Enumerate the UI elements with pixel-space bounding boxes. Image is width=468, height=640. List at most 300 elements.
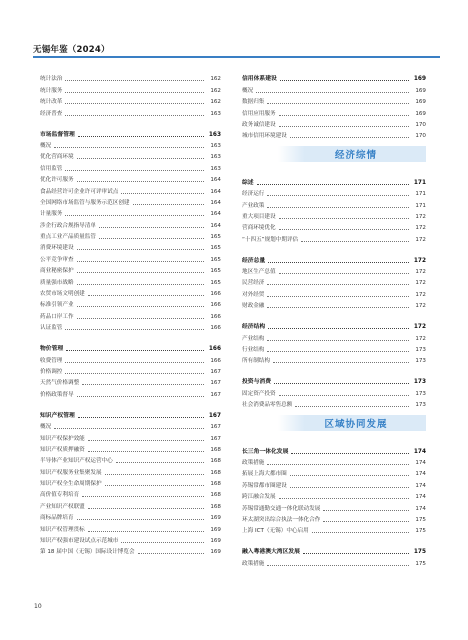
- toc-entry[interactable]: [242, 478, 426, 489]
- toc-entry-title: 概况: [40, 424, 52, 431]
- toc-section-heading[interactable]: [242, 72, 426, 83]
- dot-leader: [88, 531, 204, 532]
- toc-entry-title: 优化许可服务: [40, 177, 74, 184]
- toc-entry-title: 经济运行: [242, 191, 265, 198]
- section-banner: [242, 411, 426, 437]
- toc-section-heading[interactable]: [242, 444, 426, 455]
- toc-entry[interactable]: [40, 196, 221, 207]
- toc-entry[interactable]: [40, 161, 221, 172]
- toc-section-heading[interactable]: [242, 375, 426, 386]
- toc-entry[interactable]: [242, 556, 426, 567]
- dot-leader: [77, 318, 204, 319]
- toc-entry-title: 拓展上海大都市圈: [242, 471, 287, 478]
- toc-entry-title: 信用体系建设: [242, 76, 277, 83]
- toc-entry[interactable]: [40, 173, 221, 184]
- toc-entry-title: 地区生产总值: [242, 269, 276, 276]
- toc-entry[interactable]: [40, 184, 221, 195]
- toc-section-heading[interactable]: [40, 342, 221, 353]
- toc-section-heading[interactable]: [242, 545, 426, 556]
- toc-entry-title: 社会消费品零售总额: [242, 402, 293, 409]
- dot-leader: [279, 218, 409, 219]
- toc-entry[interactable]: [40, 309, 221, 320]
- toc-entry[interactable]: [242, 95, 426, 106]
- toc-entry[interactable]: [242, 83, 426, 94]
- dot-leader: [88, 440, 204, 441]
- dot-leader: [77, 272, 204, 273]
- toc-entry[interactable]: [242, 398, 426, 409]
- toc-page-number: 175: [415, 516, 426, 523]
- toc-page-number: 172: [415, 269, 426, 276]
- toc-page-number: 168: [210, 492, 221, 499]
- toc-page-number: 169: [415, 110, 426, 117]
- toc-page-number: 170: [415, 121, 426, 128]
- dot-leader: [267, 284, 409, 285]
- toc-page-number: 162: [210, 99, 221, 106]
- toc-entry-title: 知识产权强市建设试点示范城市: [40, 538, 119, 545]
- toc-page-number: 173: [413, 379, 426, 386]
- toc-entry-title: 物价管理: [40, 346, 64, 353]
- toc-entry-title: 苏锡常都市圈建设: [242, 482, 287, 489]
- dot-leader: [116, 462, 204, 463]
- toc-entry[interactable]: [242, 343, 426, 354]
- dot-leader: [301, 241, 409, 242]
- toc-entry-title: 概况: [242, 87, 254, 94]
- toc-entry-title: 全国网络市场监管与服务示范区创建: [40, 199, 130, 206]
- toc-entry-title: 价格调控: [40, 368, 63, 375]
- toc-page-number: 172: [415, 335, 426, 342]
- dot-leader: [267, 307, 409, 308]
- section-gap: [242, 244, 426, 254]
- toc-entry[interactable]: [40, 511, 221, 522]
- dot-leader: [65, 373, 204, 374]
- dot-leader: [121, 193, 204, 194]
- toc-entry[interactable]: [242, 299, 426, 310]
- dot-leader: [138, 553, 204, 554]
- toc-page-number: 174: [415, 494, 426, 501]
- toc-page-number: 174: [415, 482, 426, 489]
- toc-entry-title: 知识产权质押融资: [40, 446, 85, 453]
- toc-entry[interactable]: [40, 443, 221, 454]
- toc-left-column: [40, 72, 221, 556]
- toc-page-number: 172: [415, 291, 426, 298]
- toc-entry-title: 信用监管: [40, 165, 63, 172]
- toc-page-number: 169: [415, 87, 426, 94]
- toc-entry[interactable]: [40, 353, 221, 364]
- banner-title: 区域协同发展: [324, 419, 388, 431]
- toc-page-number: 172: [413, 324, 426, 331]
- toc-entry[interactable]: [40, 207, 221, 218]
- dot-leader: [77, 519, 204, 520]
- toc-entry-title: 营商环境优化: [242, 225, 276, 232]
- toc-entry[interactable]: [40, 83, 221, 94]
- toc-entry[interactable]: [242, 501, 426, 512]
- toc-page-number: 163: [210, 154, 221, 161]
- toc-entry-title: 收费管理: [40, 357, 63, 364]
- toc-entry[interactable]: [40, 387, 221, 398]
- toc-page-number: 163: [210, 110, 221, 117]
- dot-leader: [274, 383, 409, 384]
- toc-page-number: 163: [210, 165, 221, 172]
- dot-leader: [77, 396, 204, 397]
- section-gap: [40, 399, 221, 409]
- toc-entry[interactable]: [242, 524, 426, 535]
- toc-entry[interactable]: [40, 522, 221, 533]
- toc-entry[interactable]: [242, 198, 426, 209]
- toc-entry-title: 上海 ICT（无锡）中心启用: [242, 528, 309, 535]
- toc-entry-title: 固定资产投资: [242, 390, 276, 397]
- toc-entry[interactable]: [40, 95, 221, 106]
- toc-entry[interactable]: [242, 331, 426, 342]
- dot-leader: [290, 475, 409, 476]
- toc-page-number: 172: [415, 213, 426, 220]
- toc-entry-title: 农贸市场文明创建: [40, 291, 85, 298]
- toc-entry-title: 天然气价格调整: [40, 380, 80, 387]
- dot-leader: [65, 215, 204, 216]
- toc-page-number: 172: [415, 236, 426, 243]
- toc-page-number: 174: [415, 505, 426, 512]
- toc-page-number: 169: [210, 526, 221, 533]
- toc-page-number: 172: [415, 225, 426, 232]
- toc-entry-title: 食品经营许可企业许可评审试点: [40, 188, 119, 195]
- toc-page-number: 167: [210, 368, 221, 375]
- toc-right-column: [242, 72, 426, 568]
- toc-section-heading[interactable]: [242, 320, 426, 331]
- toc-page-number: 167: [210, 424, 221, 431]
- toc-entry-title: 跨江融合发展: [242, 494, 276, 501]
- toc-page-number: 162: [210, 87, 221, 94]
- toc-entry[interactable]: [242, 456, 426, 467]
- toc-entry[interactable]: [40, 534, 221, 545]
- toc-entry[interactable]: [40, 365, 221, 376]
- toc-entry[interactable]: [242, 354, 426, 365]
- toc-entry-title: 知识产权服务业集聚发展: [40, 469, 102, 476]
- section-gap: [242, 535, 426, 545]
- toc-page-number: 169: [210, 538, 221, 545]
- dot-leader: [256, 92, 409, 93]
- toc-page-number: 167: [210, 435, 221, 442]
- toc-entry[interactable]: [242, 118, 426, 129]
- toc-entry[interactable]: [40, 321, 221, 332]
- toc-entry[interactable]: [242, 187, 426, 198]
- section-gap: [40, 118, 221, 128]
- toc-page-number: 164: [210, 222, 221, 229]
- toc-section-heading[interactable]: [40, 127, 221, 138]
- toc-entry-title: 经济结构: [242, 324, 266, 331]
- toc-entry[interactable]: [40, 72, 221, 83]
- toc-entry[interactable]: [40, 545, 221, 556]
- toc-page-number: 169: [210, 515, 221, 522]
- toc-page-number: 162: [210, 76, 221, 83]
- toc-entry-title: 商标品牌培育: [40, 515, 74, 522]
- toc-entry-title: 数据归集: [242, 99, 265, 106]
- toc-entry[interactable]: [40, 420, 221, 431]
- dot-leader: [65, 362, 204, 363]
- toc-page-number: 168: [210, 458, 221, 465]
- toc-entry-title: 价格政策督导: [40, 391, 74, 398]
- toc-entry-title: 产业结构: [242, 335, 265, 342]
- toc-entry-title: 知识产权全生命周期保护: [40, 481, 102, 488]
- dot-leader: [65, 103, 204, 104]
- dot-leader: [78, 136, 204, 137]
- toc-entry[interactable]: [242, 386, 426, 397]
- dot-leader: [267, 195, 409, 196]
- dot-leader: [303, 553, 409, 554]
- toc-entry-title: 计量服务: [40, 211, 63, 218]
- dot-leader: [279, 273, 409, 274]
- toc-entry[interactable]: [40, 218, 221, 229]
- dot-leader: [82, 496, 204, 497]
- toc-entry-title: 公平竞争审查: [40, 256, 74, 263]
- toc-entry-title: 经济普查: [40, 110, 63, 117]
- dot-leader: [267, 340, 409, 341]
- toc-entry-title: 所有制结构: [242, 358, 270, 365]
- toc-section-heading[interactable]: [242, 253, 426, 264]
- toc-entry-title: 知识产权管理: [40, 412, 75, 419]
- toc-entry[interactable]: [40, 465, 221, 476]
- toc-page-number: 167: [210, 380, 221, 387]
- toc-page-number: 173: [415, 390, 426, 397]
- dot-leader: [65, 170, 204, 171]
- dot-leader: [279, 115, 409, 116]
- toc-entry[interactable]: [242, 232, 426, 243]
- toc-page-number: 168: [210, 503, 221, 510]
- dot-leader: [105, 485, 204, 486]
- dot-leader: [267, 296, 409, 297]
- toc-entry[interactable]: [40, 298, 221, 309]
- toc-entry-title: 重点工业产品质量监管: [40, 234, 96, 241]
- dot-leader: [267, 207, 409, 208]
- toc-entry[interactable]: [40, 241, 221, 252]
- toc-entry-title: 统计服务: [40, 87, 63, 94]
- toc-page-number: 175: [415, 528, 426, 535]
- dot-leader: [257, 184, 409, 185]
- toc-entry[interactable]: [40, 499, 221, 510]
- dot-leader: [54, 147, 204, 148]
- dot-leader: [133, 204, 204, 205]
- toc-entry-title: 行业结构: [242, 347, 265, 353]
- dot-leader: [77, 306, 204, 307]
- toc-section-heading[interactable]: [242, 175, 426, 186]
- toc-page-number: 165: [210, 256, 221, 263]
- toc-entry[interactable]: [40, 150, 221, 161]
- dot-leader: [291, 453, 409, 454]
- dot-leader: [88, 295, 204, 296]
- section-gap: [40, 332, 221, 342]
- dot-leader: [267, 464, 409, 465]
- dot-leader: [267, 103, 409, 104]
- toc-page-number: 166: [210, 291, 221, 298]
- dot-leader: [121, 542, 204, 543]
- toc-page-number: 168: [210, 481, 221, 488]
- toc-page-number: 171: [413, 179, 426, 186]
- toc-page-number: 172: [415, 280, 426, 287]
- toc-entry-title: 产业政策: [242, 202, 265, 209]
- dot-leader: [279, 498, 409, 499]
- toc-entry-title: 半导体产业知识产权运营中心: [40, 458, 113, 465]
- toc-entry[interactable]: [40, 275, 221, 286]
- toc-entry-title: 标准引领产业: [40, 302, 74, 309]
- dot-leader: [77, 249, 204, 250]
- dot-leader: [267, 565, 409, 566]
- dot-leader: [65, 115, 204, 116]
- toc-entry-title: 消费环境建设: [40, 245, 74, 252]
- toc-page-number: 173: [415, 358, 426, 365]
- toc-entry-title: 综述: [242, 179, 254, 186]
- toc-page-number: 164: [210, 199, 221, 206]
- dot-leader: [267, 351, 409, 352]
- toc-page-number: 167: [210, 391, 221, 398]
- dot-leader: [290, 137, 409, 138]
- toc-entry[interactable]: [40, 139, 221, 150]
- toc-section-heading[interactable]: [40, 408, 221, 419]
- toc-page-number: 165: [210, 245, 221, 252]
- toc-entry[interactable]: [242, 467, 426, 478]
- toc-entry-title: 知识产权保护效能: [40, 435, 85, 442]
- toc-entry-title: 商业秘密保护: [40, 268, 74, 275]
- toc-entry[interactable]: [242, 276, 426, 287]
- toc-entry-title: 重大项目建设: [242, 213, 276, 220]
- toc-entry[interactable]: [40, 230, 221, 241]
- toc-entry-title: 统计改革: [40, 99, 63, 106]
- toc-entry-title: 城市信用环境建设: [242, 133, 287, 140]
- toc-page-number: 164: [210, 211, 221, 218]
- dot-leader: [323, 510, 409, 511]
- toc-page-number: 169: [210, 549, 221, 556]
- toc-entry-title: 知识产权管理贯标: [40, 526, 85, 533]
- toc-entry-title: 财政金融: [242, 303, 265, 310]
- toc-entry-title: 苏锡常通勤交通一体化联动发展: [242, 505, 321, 512]
- toc-entry-title: 第 18 届中国（无锡）国际设计博览会: [40, 549, 135, 556]
- toc-page-number: 163: [208, 131, 221, 138]
- dot-leader: [280, 80, 409, 81]
- toc-entry[interactable]: [40, 287, 221, 298]
- toc-entry[interactable]: [242, 221, 426, 232]
- toc-entry-title: 药品口岸工作: [40, 313, 74, 320]
- toc-entry[interactable]: [242, 265, 426, 276]
- dot-leader: [88, 451, 204, 452]
- dot-leader: [295, 406, 409, 407]
- toc-entry-title: 长三角一体化发展: [242, 448, 289, 455]
- toc-entry-title: 对外经贸: [242, 291, 265, 298]
- toc-entry[interactable]: [40, 376, 221, 387]
- section-gap: [242, 310, 426, 320]
- toc-page-number: 164: [210, 177, 221, 184]
- dot-leader: [78, 417, 204, 418]
- toc-entry[interactable]: [40, 488, 221, 499]
- toc-entry-title: 融入粤港澳大湾区发展: [242, 549, 300, 556]
- toc-entry-title: “十四五”规划中期评估: [242, 236, 299, 243]
- toc-page-number: 173: [415, 347, 426, 353]
- header-rule: [33, 56, 440, 58]
- yearbook-header-title: 无锡年鉴（2024）: [33, 45, 110, 55]
- toc-entry[interactable]: [242, 106, 426, 117]
- toc-entry-title: 高价值专利培育: [40, 492, 80, 499]
- toc-entry[interactable]: [40, 477, 221, 488]
- toc-entry-title: 政务诚信建设: [242, 121, 276, 128]
- toc-entry-title: 市场监督管理: [40, 131, 75, 138]
- toc-page-number: 166: [210, 325, 221, 332]
- toc-page-number: 167: [208, 412, 221, 419]
- toc-entry-title: 认证监管: [40, 325, 63, 332]
- toc-page-number: 175: [413, 549, 426, 556]
- dot-leader: [88, 508, 204, 509]
- toc-page-number: 169: [415, 99, 426, 106]
- dot-leader: [77, 261, 204, 262]
- dot-leader: [312, 532, 409, 533]
- toc-entry-title: 概况: [40, 142, 52, 149]
- toc-entry-title: 质量强市战略: [40, 279, 74, 286]
- toc-page-number: 172: [415, 303, 426, 310]
- toc-entry[interactable]: [40, 106, 221, 117]
- toc-entry[interactable]: [242, 287, 426, 298]
- dot-leader: [65, 80, 204, 81]
- toc-entry-title: 经济总量: [242, 257, 266, 264]
- toc-entry[interactable]: [40, 252, 221, 263]
- toc-page-number: 165: [210, 268, 221, 275]
- toc-page-number: 175: [415, 560, 426, 567]
- toc-page-number: 174: [413, 448, 426, 455]
- banner-title: 经济综情: [334, 150, 377, 162]
- toc-page-number: 169: [413, 76, 426, 83]
- toc-page-number: 171: [415, 202, 426, 209]
- toc-page-number: 170: [415, 133, 426, 140]
- dot-leader: [99, 238, 204, 239]
- toc-entry-title: 产业知识产权联盟: [40, 503, 85, 510]
- toc-entry[interactable]: [242, 513, 426, 524]
- toc-entry[interactable]: [40, 264, 221, 275]
- toc-entry[interactable]: [40, 454, 221, 465]
- toc-page-number: 171: [415, 191, 426, 198]
- toc-entry[interactable]: [242, 129, 426, 140]
- toc-page-number: 174: [415, 471, 426, 478]
- dot-leader: [290, 487, 409, 488]
- dot-leader: [273, 362, 409, 363]
- toc-entry-title: 政策措施: [242, 560, 265, 567]
- toc-page-number: 165: [210, 279, 221, 286]
- dot-leader: [99, 227, 204, 228]
- dot-leader: [279, 395, 409, 396]
- toc-entry-title: 政策措施: [242, 459, 265, 466]
- toc-entry-title: 投资与消费: [242, 379, 271, 386]
- toc-entry-title: 统计法治: [40, 76, 63, 83]
- toc-entry[interactable]: [242, 210, 426, 221]
- toc-entry[interactable]: [242, 490, 426, 501]
- section-banner: [242, 142, 426, 168]
- toc-entry[interactable]: [40, 431, 221, 442]
- toc-entry-title: 民营经济: [242, 280, 265, 287]
- toc-page-number: 174: [415, 459, 426, 466]
- dot-leader: [77, 284, 204, 285]
- toc-page-number: 164: [210, 188, 221, 195]
- toc-page-number: 172: [413, 257, 426, 264]
- dot-leader: [279, 229, 409, 230]
- toc-entry-title: 环太湖突出综合执法一体化合作: [242, 516, 321, 523]
- toc-page-number: 166: [210, 313, 221, 320]
- toc-page-number: 166: [210, 357, 221, 364]
- dot-leader: [323, 521, 409, 522]
- toc-entry-title: 涉企行政合规指导清单: [40, 222, 96, 229]
- toc-page-number: 166: [210, 302, 221, 309]
- toc-page-number: 168: [210, 469, 221, 476]
- dot-leader: [77, 181, 204, 182]
- toc-entry-title: 优化营商环境: [40, 154, 74, 161]
- toc-entry-title: 信用应用服务: [242, 110, 276, 117]
- dot-leader: [77, 158, 204, 159]
- dot-leader: [54, 428, 204, 429]
- dot-leader: [65, 92, 204, 93]
- toc-page-number: 166: [208, 346, 221, 353]
- page-number: 10: [34, 603, 42, 610]
